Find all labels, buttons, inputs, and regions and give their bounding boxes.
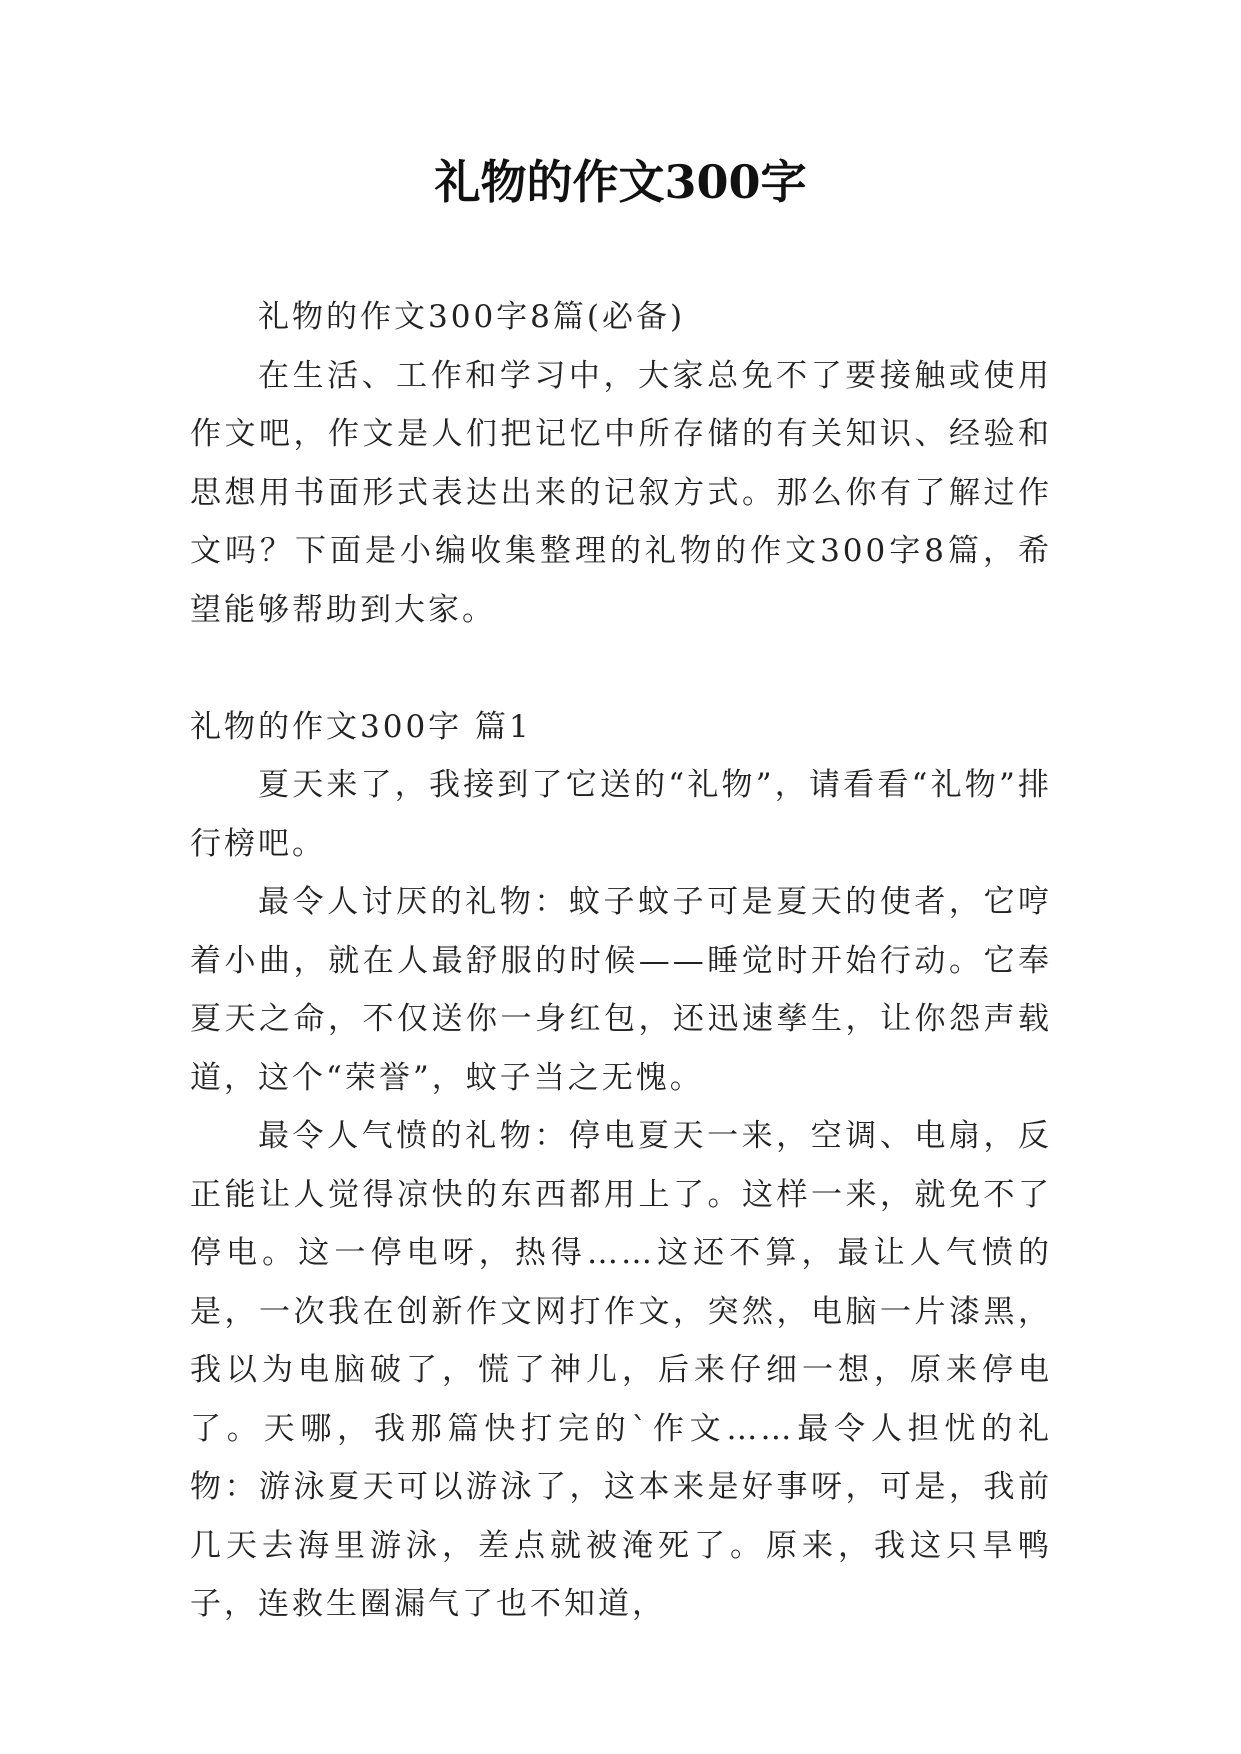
document-subtitle: 礼物的作文300字8篇(必备) <box>258 299 686 335</box>
intro-paragraph: 在生活、工作和学习中，大家总免不了要接触或使用作文吧，作文是人们把记忆中所存储的有关知识、经验和思想用书面形式表达出来的记叙方式。那么你有了解过作文吗？下面是小编收集整理的礼物的作文300字8篇，希望能够帮助到大家。 <box>190 357 1052 628</box>
section-paragraph: 最令人讨厌的礼物：蚊子蚊子可是夏天的使者，它哼着小曲，就在人最舒服的时候——睡觉时开始行动。它奉夏天之命，不仅送你一身红包，还迅速孳生，让你怨声载道，这个“荣誉”，蚊子当之无愧。 <box>190 884 1052 1096</box>
document-title: 礼物的作文300字 <box>434 155 807 209</box>
document-body <box>190 288 1052 1634</box>
section-paragraph: 最令人气愤的礼物：停电夏天一来，空调、电扇，反正能让人觉得凉快的东西都用上了。这样一来，就免不了停电。这一停电呀，热得……这还不算，最让人气愤的是，一次我在创新作文网打作文，突然，电脑一片漆黑，我以为电脑破了，慌了神儿，后来仔细一想，原来停电了。天哪，我那篇快打完的`作文……最令人担忧的礼物：游泳夏天可以游泳了，这本来是好事呀，可是，我前几天去海里游泳，差点就被淹死了。原来，我这只旱鸭子，连救生圈漏气了也不知道， <box>190 1118 1052 1622</box>
section-heading: 礼物的作文300字 篇1 <box>190 708 532 745</box>
section-paragraph: 夏天来了，我接到了它送的“礼物”，请看看“礼物”排行榜吧。 <box>190 767 1052 862</box>
